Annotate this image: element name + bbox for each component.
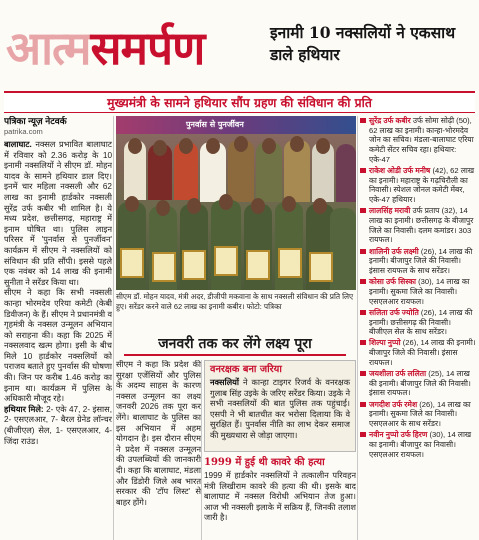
list-item (360, 116, 476, 165)
list-item-text (369, 206, 476, 245)
person-head (179, 138, 193, 154)
title-part-dark: समर्पण (90, 21, 205, 75)
side-headline: इनामी 10 नक्सलियों ने एकसाथ डाले हथियार (270, 23, 456, 64)
photo-caption: सीएम डॉ. मोहन यादव, मंत्री अदर, डीजीपी मकवाना के साथ नक्सली संविधान की प्रति लिए हुए। सरेंडर करने वाले 62 लाख का इनामी कबीर। फोटो: पत्रिका (116, 292, 354, 311)
masthead (0, 0, 479, 90)
box-1999-text: 1999 में हार्डकोर नक्सलियों ने तत्कालीन परिवहन मंत्री लिखीराम कावरे की हत्या की थी। इसके बाद बालाघाट में नक्सल विरोधी अभियान तेज हुआ। आज भी नक्सली इलाके में सक्रिय हैं, जिनकी तलाश जारी है। (204, 471, 356, 523)
forest-guard-box (204, 360, 356, 452)
photo-banner-text: पुनर्वास से पुनर्जीवन (186, 120, 244, 129)
list-item-text (369, 400, 476, 429)
list-item-name: सुरेंद्र उर्फ कबीर (369, 116, 411, 125)
list-item (360, 277, 476, 306)
mid-column-text: सीएम ने कहा कि प्रदेश की सुरक्षा एजेंसियों और पुलिस के अदम्य साहस के कारण नक्सल उन्मूलन का लक्ष्य जनवरी 2026 तक पूरा कर लेंगे। बालाघाट के पुलिस का इस अभियान में अहम योगदान है। इस दौरान सीएम ने प्रदेश में नक्सल उन्मूलन की उपलब्धियों की जानकारी दी। कहा कि बालाघाट, मंडला और डिंडोरी जिले अब भारत सरकार की 'टॉप लिस्ट' से बाहर होंगे। (116, 360, 201, 507)
box-1999-heading: 1999 में हुई थी कावरे की हत्या (204, 457, 325, 468)
list-item-text (369, 166, 476, 205)
bullet-icon (360, 340, 366, 345)
story-para-3 (4, 405, 112, 447)
list-item-name: नवीन नुप्पो उर्फ हिरण (369, 430, 428, 440)
person-head (316, 138, 330, 154)
bullet-icon (360, 208, 366, 213)
story-para-1 (4, 140, 112, 288)
divider-left (113, 116, 114, 540)
list-item-detail: (26), 14 लाख की इनामी। बीजापुर जिले की निवासी। इंसास रायफल के साथ सरेंडर। (369, 246, 473, 276)
bullet-icon (360, 279, 366, 284)
list-item (360, 430, 476, 459)
story-text-1: नक्सल प्रभावित बालाघाट में रविवार को 2.36 करोड़ के 10 इनामी नक्सलियों ने सीएम डॉ. मोहन यादव के सामने हथियार डाल दिए। इनमें चार महिला नक्सली और 62 लाख का इनामी हार्डकोर नक्सली सुरेंद्र उर्फ कबीर भी शामिल है। ये मध्य प्रदेश, छत्तीसगढ़, महाराष्ट्र में इनाम घोषित था। पुलिस लाइन परिसर में 'पुनर्वास से पुनर्जीवन' कार्यक्रम में सीएम ने नक्सलियों को संविधान की प्रति सौंपी। इससे पहले एक नवंबर को 14 लाख की इनामी सुनीता ने सरेंडर किया था। (4, 140, 112, 287)
person-head (156, 200, 170, 216)
list-item (360, 369, 476, 398)
divider-right (357, 116, 358, 540)
list-item-detail: (30), 14 लाख का इनामी। सुकमा जिले का निवासी। एसएलआर रायफल। (369, 277, 470, 306)
bullet-icon (360, 310, 366, 315)
list-item-detail: (30), 14 लाख का इनामी। बीजापुर का निवासी। एसएलआर रायफल। (369, 430, 472, 459)
forest-guard-text (210, 378, 350, 442)
certificate (214, 246, 238, 276)
site-url: patrika.com (4, 127, 43, 136)
person-head (206, 138, 220, 154)
person-head (234, 136, 248, 152)
certificate (120, 248, 144, 278)
main-title (6, 18, 204, 78)
list-item-name: शालिनी उर्फ लक्ष्मी (369, 246, 419, 256)
bullet-icon (360, 118, 366, 123)
person-head (153, 140, 167, 156)
photo-banner (116, 116, 356, 134)
group-photo (116, 116, 356, 290)
list-item-text (369, 277, 476, 306)
surrendered-list (360, 116, 476, 540)
forest-guard-heading: वनरक्षक बना जरिया (210, 364, 282, 375)
person-head (313, 198, 327, 214)
strap-headline: मुख्यमंत्री के सामने हथियार सौंप ग्रहण की संविधान की प्रति (4, 91, 475, 113)
dateline: बालाघाट. (4, 140, 32, 149)
list-item (360, 308, 476, 337)
list-item-text (369, 338, 476, 367)
certificate (246, 250, 270, 280)
list-item-text (369, 308, 476, 337)
list-item (360, 247, 476, 276)
bullet-icon (360, 249, 366, 254)
bullet-icon (360, 402, 366, 407)
list-item-name: जयशीला उर्फ ललिता (369, 369, 427, 379)
divider-mid (201, 360, 202, 540)
list-item-detail: (26), 14 लाख का इनामी। सुकमा जिले का निवासी। एसएलआर के साथ सरेंडर। (369, 399, 471, 429)
title-part-light: आत्म (6, 21, 91, 75)
person (330, 208, 356, 290)
person (336, 144, 356, 202)
person-head (262, 138, 276, 154)
list-item-name: सलिता उर्फ ज्योति (369, 307, 419, 317)
list-item-detail: उर्फ सोमा सोढ़ी (50), 62 लाख का इनामी। कान्हा-भोरमदेव जोन का सचिव। मंडला-बालाघाट एरिया कमेटी सेंटर सचिव रहा। हथियार: एके-47 (369, 116, 474, 164)
certificate (278, 248, 302, 278)
list-item (360, 400, 476, 429)
list-item-name: कोसा उर्फ सिस्का (369, 277, 416, 287)
list-item-name: लालसिंह मरावी (369, 206, 411, 216)
bullet-icon (360, 432, 366, 437)
sub-headline: जनवरी तक कर लेंगे लक्ष्य पूरा (124, 334, 346, 356)
person-head (128, 138, 142, 154)
byline: पत्रिका न्यूज़ नेटवर्क (4, 116, 67, 126)
list-item-text (369, 430, 476, 459)
list-item-detail: (26), 14 लाख की इनामी। छत्तीसगढ़ की निवासी। बीजीएल सेल के साथ सरेंडर। (369, 307, 473, 337)
person-head (187, 198, 201, 214)
list-item-name: राकेश ओडी उर्फ मनीष (369, 166, 431, 176)
bullet-icon (360, 168, 366, 173)
list-item-detail: उर्फ प्रताप (32), 14 लाख का इनामी। छत्तीसगढ़ के बीजापुर जिले का निवासी। दलम कमांडर। 303 रायफल। (369, 206, 474, 245)
person-head (251, 198, 265, 214)
forest-guard-body: ने कान्हा टाइगर रिजर्व के वनरक्षक गुलाब सिंह उइके के जरिए सरेंडर किया। उइके ने सभी नक्सलियों की बात पुलिस तक पहुंचाई। एसपी ने भी बातचीत कर भरोसा दिलाया कि वे सुरक्षित हैं। पुनर्वास नीति का लाभ देकर समाज की मुख्यधारा से जोड़ा जाएगा। (210, 378, 350, 440)
certificate (152, 252, 176, 282)
list-item-name: जगदीश उर्फ रमेश (369, 399, 418, 409)
list-item-text (369, 116, 476, 165)
weapons-label: हथियार मिले: (4, 404, 44, 414)
list-item-detail: (25), 14 लाख की इनामी। बीजापुर जिले की निवासी। इंसास रायफल। (369, 369, 471, 398)
list-item (360, 338, 476, 367)
list-item-text (369, 247, 476, 276)
list-item (360, 206, 476, 245)
person-head (219, 194, 233, 210)
person-head (282, 196, 296, 212)
left-column (4, 116, 112, 540)
story-para-2: सीएम ने कहा कि सभी नक्सली कान्हा भोरमदेव एरिया कमेटी (केबी डिवीजन) के हैं। सीएम ने प्रधानमंत्री व गृहमंत्री के नक्सल उन्मूलन अभियान को सराहना की। कहा कि 2025 में नक्सलवाद खत्म होगा। इसी के बीच मिले 10 हार्डकोर नक्सलियों को पराजय बताते हुए पुनर्वास की घोषणा की। जिन पर करीब 1.46 करोड़ का इनाम था। कार्यक्रम में पुलिस के अधिकारी मौजूद रहे। (4, 288, 112, 404)
list-item-detail: (42), 62 लाख का इनामी। महाराष्ट्र के गढ़चिरौली का निवासी। स्पेशल जोनल कमेटी मेंबर, एके-47 हथियार। (369, 166, 475, 205)
weapons-list: 2- एके 47, 2- इंसास, 2- एसएलआर, 7- बैरल ग्रेनेड लॉन्चर (बीजीएल) सेल, 1- एसएलआर, 4- जिंदा राउंड। (4, 404, 112, 446)
certificate (182, 250, 206, 280)
box-1999 (204, 456, 356, 540)
person-head (290, 136, 304, 152)
certificate (309, 252, 333, 282)
list-item-name: शिल्पा नुप्पो (369, 338, 401, 348)
person (211, 200, 241, 290)
bullet-icon (360, 371, 366, 376)
list-item-detail: (26), 14 लाख की इनामी। बीजापुर जिले की निवासी। इंसास रायफल। (369, 338, 476, 367)
person-head (125, 196, 139, 212)
forest-guard-lead: नक्सलियों (210, 378, 240, 387)
list-item-text (369, 369, 476, 398)
list-item (360, 166, 476, 205)
